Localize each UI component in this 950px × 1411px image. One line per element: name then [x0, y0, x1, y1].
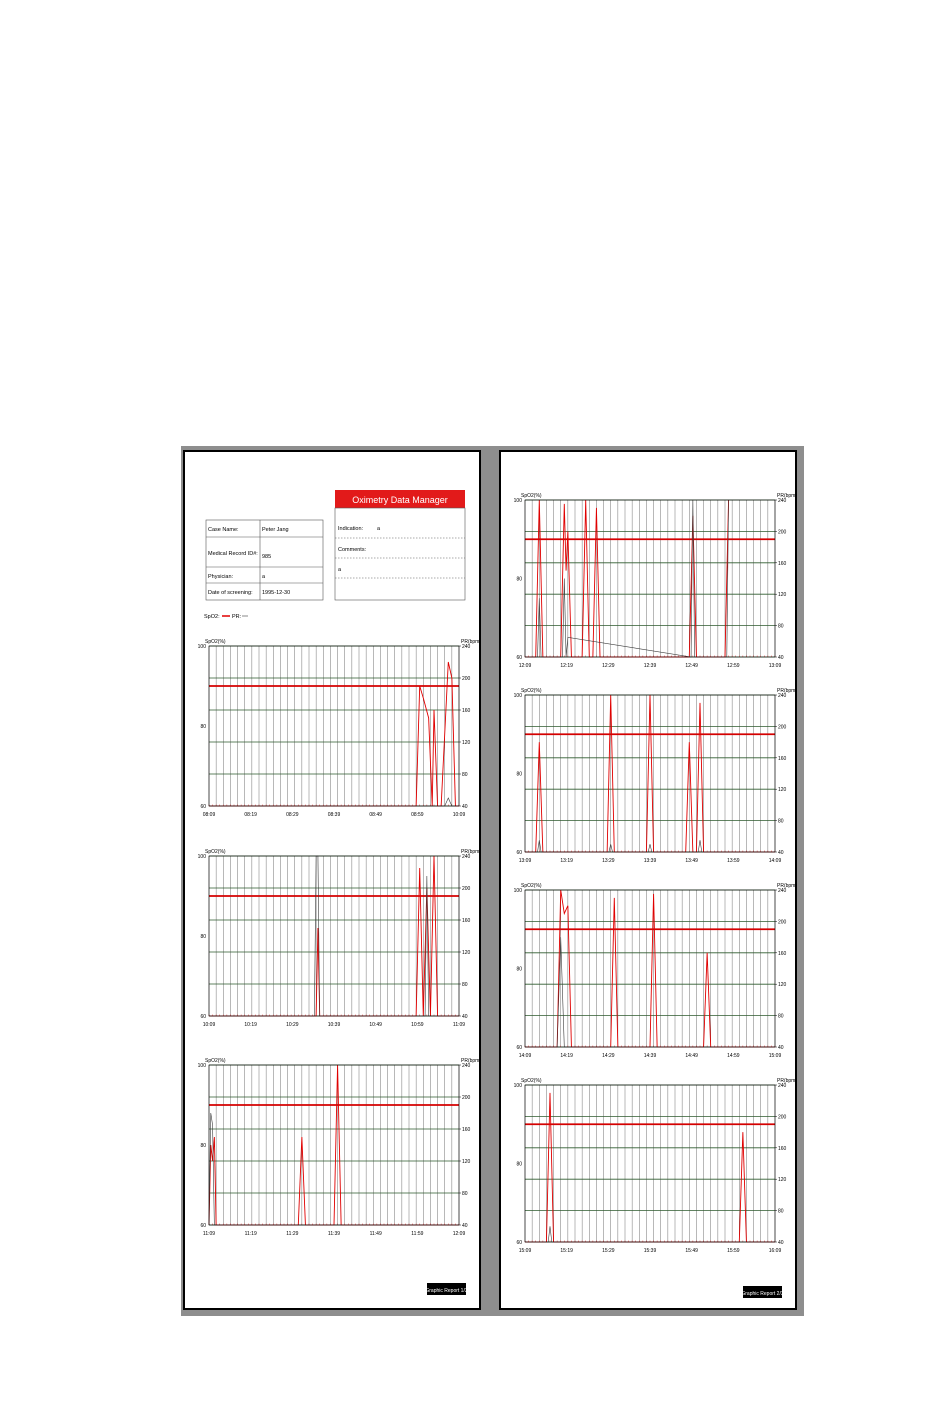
plot-frame — [525, 1085, 775, 1242]
y-tick-label-right: 40 — [462, 1014, 468, 1020]
x-tick-label: 10:49 — [369, 1022, 382, 1028]
series-pr-line — [209, 662, 459, 806]
plot-frame — [209, 1065, 459, 1225]
legend-pr-label: PR: — [232, 614, 242, 620]
y-tick-label-left: 80 — [516, 1161, 522, 1168]
plot-frame — [209, 646, 459, 806]
x-tick-label: 14:49 — [685, 1053, 698, 1059]
x-tick-label: 13:49 — [685, 858, 698, 864]
y-tick-label-left: 100 — [197, 644, 206, 650]
y-tick-label-right: 120 — [778, 592, 787, 599]
series-spo2-line — [525, 500, 729, 657]
plot-frame — [525, 695, 775, 852]
y-tick-label-right: 160 — [778, 1145, 787, 1152]
x-tick-label: 08:29 — [286, 812, 299, 818]
field-label-case-name: Case Name: — [208, 527, 239, 533]
y-tick-label-left: 80 — [516, 771, 522, 778]
x-tick-label: 14:29 — [602, 1053, 615, 1059]
field-value-record-id: 985 — [262, 554, 272, 560]
field-value-case-name: Peter Jang — [262, 527, 289, 533]
x-tick-label: 15:09 — [768, 1053, 782, 1059]
y-tick-label-right: 40 — [778, 655, 784, 661]
y-tick-label-right: 200 — [778, 919, 787, 926]
y-tick-label-left: 100 — [197, 1063, 206, 1069]
x-tick-label: 11:39 — [327, 1231, 341, 1237]
field-label-date: Date of screening: — [208, 590, 253, 596]
series-pr-line — [525, 1093, 775, 1242]
x-tick-label: 13:19 — [560, 858, 573, 864]
x-tick-label: 14:09 — [518, 1053, 532, 1059]
y-tick-label-right: 80 — [778, 623, 784, 630]
chart-14-09 — [514, 883, 798, 1059]
y-tick-label-right: 200 — [778, 1114, 787, 1121]
comments-label: Comments: — [338, 547, 367, 553]
y-tick-label-right: 80 — [462, 772, 468, 778]
y-tick-label-left: 80 — [516, 966, 522, 973]
chart-15-09 — [514, 1078, 798, 1254]
y-tick-label-left: 80 — [200, 934, 206, 940]
y-tick-label-left: 80 — [516, 576, 522, 583]
x-tick-label: 11:59 — [411, 1231, 424, 1237]
x-tick-label: 08:39 — [327, 812, 341, 818]
y-tick-label-right: 80 — [462, 1191, 468, 1197]
y-axis-label-left: SpO2(%) — [205, 849, 226, 855]
indication-label: Indication: — [338, 526, 364, 532]
y-tick-label-right: 160 — [778, 755, 787, 762]
y-tick-label-left: 100 — [513, 888, 522, 894]
y-tick-label-right: 240 — [462, 644, 471, 650]
y-axis-label-right: PR(bpm) — [777, 883, 798, 889]
indication-value: a — [377, 526, 381, 532]
y-tick-label-left: 60 — [516, 850, 522, 856]
y-axis-label-right: PR(bpm) — [461, 849, 482, 855]
y-tick-label-right: 80 — [462, 982, 468, 988]
field-label-physician: Physician: — [208, 574, 234, 580]
x-tick-label: 13:09 — [768, 663, 782, 669]
y-tick-label-right: 240 — [778, 693, 787, 699]
report-viewer — [181, 446, 804, 1316]
x-tick-label: 10:39 — [327, 1022, 341, 1028]
y-tick-label-right: 120 — [778, 982, 787, 989]
y-tick-label-left: 100 — [197, 854, 206, 860]
y-axis-label-right: PR(bpm) — [777, 688, 798, 694]
x-tick-label: 15:39 — [643, 1248, 657, 1254]
x-tick-label: 08:19 — [244, 812, 257, 818]
y-tick-label-right: 80 — [778, 1208, 784, 1215]
field-label-record-id: Medical Record ID#: — [208, 551, 258, 557]
y-tick-label-left: 100 — [513, 498, 522, 504]
y-tick-label-right: 160 — [778, 560, 787, 567]
chart-10-09 — [198, 849, 482, 1028]
chart-12-09 — [514, 493, 798, 669]
y-axis-label-left: SpO2(%) — [521, 1078, 542, 1084]
x-tick-label: 11:29 — [286, 1231, 299, 1237]
x-tick-label: 15:49 — [685, 1248, 698, 1254]
y-tick-label-right: 240 — [778, 498, 787, 504]
x-tick-label: 14:09 — [768, 858, 782, 864]
y-axis-label-right: PR(bpm) — [777, 1078, 798, 1084]
y-tick-label-right: 200 — [778, 529, 787, 536]
x-tick-label: 12:29 — [602, 663, 615, 669]
y-tick-label-right: 40 — [778, 850, 784, 856]
legend-spo2-label: SpO2: — [204, 614, 220, 620]
y-tick-label-left: 80 — [200, 1143, 206, 1149]
series-spo2-line — [525, 840, 775, 852]
y-tick-label-right: 40 — [778, 1045, 784, 1051]
y-tick-label-right: 120 — [778, 787, 787, 794]
x-tick-label: 15:29 — [602, 1248, 615, 1254]
y-tick-label-right: 160 — [462, 708, 471, 714]
y-axis-label-left: SpO2(%) — [521, 493, 542, 499]
x-tick-label: 11:19 — [244, 1231, 257, 1237]
y-tick-label-right: 240 — [462, 1063, 471, 1069]
title-banner-text: Oximetry Data Manager — [352, 495, 448, 505]
series-pr-line — [525, 695, 775, 852]
y-tick-label-right: 120 — [778, 1177, 787, 1184]
x-tick-label: 12:59 — [727, 663, 740, 669]
x-tick-label: 10:09 — [202, 1022, 216, 1028]
y-tick-label-left: 100 — [513, 693, 522, 699]
x-tick-label: 10:09 — [452, 812, 466, 818]
x-tick-label: 08:59 — [411, 812, 424, 818]
x-tick-label: 12:49 — [685, 663, 698, 669]
chart-08-09 — [198, 639, 482, 818]
y-tick-label-right: 200 — [462, 886, 471, 892]
y-tick-label-right: 40 — [462, 1223, 468, 1229]
y-tick-label-left: 60 — [200, 804, 206, 810]
x-tick-label: 10:29 — [286, 1022, 299, 1028]
x-tick-label: 10:59 — [411, 1022, 424, 1028]
x-tick-label: 16:09 — [768, 1248, 782, 1254]
x-tick-label: 13:29 — [602, 858, 615, 864]
y-tick-label-right: 200 — [462, 1095, 471, 1101]
x-tick-label: 11:09 — [202, 1231, 216, 1237]
x-tick-label: 11:49 — [369, 1231, 382, 1237]
y-tick-label-left: 60 — [200, 1014, 206, 1020]
y-axis-label-right: PR(bpm) — [777, 493, 798, 499]
x-tick-label: 14:59 — [727, 1053, 740, 1059]
y-tick-label-right: 200 — [462, 676, 471, 682]
y-tick-label-left: 60 — [516, 655, 522, 661]
y-tick-label-right: 80 — [778, 818, 784, 825]
y-tick-label-right: 80 — [778, 1013, 784, 1020]
x-tick-label: 15:09 — [518, 1248, 532, 1254]
y-tick-label-right: 240 — [462, 854, 471, 860]
x-tick-label: 13:09 — [518, 858, 532, 864]
x-tick-label: 12:39 — [643, 663, 657, 669]
field-value-physician: a — [262, 574, 266, 580]
y-tick-label-right: 160 — [778, 950, 787, 957]
page2-footer-text: Graphic Report 2/3 — [741, 1291, 784, 1297]
y-tick-label-left: 60 — [200, 1223, 206, 1229]
y-axis-label-right: PR(bpm) — [461, 639, 482, 645]
y-axis-label-left: SpO2(%) — [521, 688, 542, 694]
series-spo2-line — [525, 1226, 775, 1242]
y-axis-label-left: SpO2(%) — [205, 639, 226, 645]
y-tick-label-right: 160 — [462, 918, 471, 924]
x-tick-label: 08:09 — [202, 812, 216, 818]
y-tick-label-right: 200 — [778, 724, 787, 731]
report-page-1 — [183, 450, 481, 1310]
page1-footer-text: Graphic Report 1/3 — [425, 1288, 468, 1294]
x-tick-label: 14:39 — [643, 1053, 657, 1059]
y-axis-label-right: PR(bpm) — [461, 1058, 482, 1064]
y-axis-label-left: SpO2(%) — [205, 1058, 226, 1064]
x-tick-label: 08:49 — [369, 812, 382, 818]
x-tick-label: 13:59 — [727, 858, 740, 864]
series-pr-line — [209, 1065, 459, 1225]
y-tick-label-left: 100 — [513, 1083, 522, 1089]
y-tick-label-right: 120 — [462, 740, 471, 746]
x-tick-label: 12:09 — [452, 1231, 466, 1237]
y-tick-label-right: 120 — [462, 1159, 471, 1165]
report-page-2 — [499, 450, 797, 1310]
page2-canvas — [501, 452, 798, 1308]
y-axis-label-left: SpO2(%) — [521, 883, 542, 889]
y-tick-label-left: 60 — [516, 1045, 522, 1051]
info-box — [335, 508, 465, 600]
y-tick-label-left: 80 — [200, 724, 206, 730]
x-tick-label: 13:39 — [643, 858, 657, 864]
x-tick-label: 14:19 — [560, 1053, 573, 1059]
comments-value: a — [338, 567, 342, 573]
y-tick-label-right: 40 — [462, 804, 468, 810]
y-tick-label-right: 120 — [462, 950, 471, 956]
y-tick-label-right: 240 — [778, 888, 787, 894]
y-tick-label-right: 160 — [462, 1127, 471, 1133]
x-tick-label: 15:19 — [560, 1248, 573, 1254]
chart-11-09 — [198, 1058, 482, 1237]
series-pr-line — [209, 856, 459, 1016]
x-tick-label: 10:19 — [244, 1022, 257, 1028]
series-pr-line — [525, 890, 775, 1047]
x-tick-label: 12:19 — [560, 663, 573, 669]
page1-canvas — [185, 452, 482, 1308]
plot-frame — [525, 890, 775, 1047]
series-pr-line — [525, 500, 729, 657]
chart-13-09 — [514, 688, 798, 864]
y-tick-label-left: 60 — [516, 1240, 522, 1246]
field-value-date: 1995-12-30 — [262, 590, 291, 596]
x-tick-label: 12:09 — [518, 663, 532, 669]
x-tick-label: 11:09 — [452, 1022, 466, 1028]
x-tick-label: 15:59 — [727, 1248, 740, 1254]
y-tick-label-right: 40 — [778, 1240, 784, 1246]
y-tick-label-right: 240 — [778, 1083, 787, 1089]
